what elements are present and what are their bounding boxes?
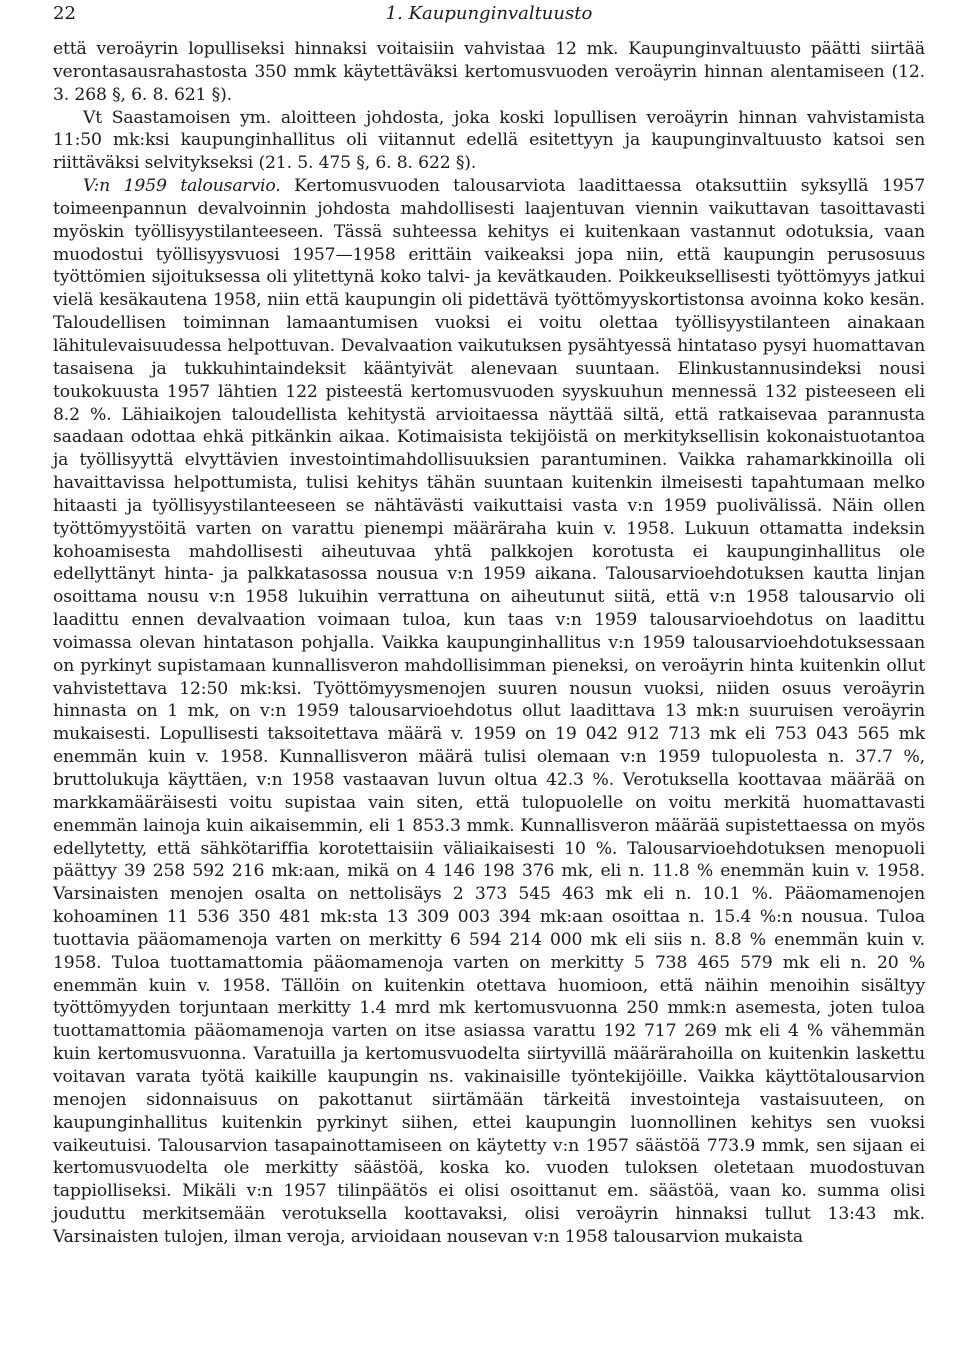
section-heading: V:n 1959 talousarvio. xyxy=(83,176,281,197)
paragraph-text: Vt Saastamoisen ym. aloitteen johdosta, joka koski lopullisen veroäyrin hinnan vahvistamista 11:50 mk:ksi kaupunginhallitus oli viitannut edellä esitettyyn ja kaupunginvaltuusto katsoi sen riittäväksi selvitykseksi (21. 5. 475 §, 6. 8. 622 §). xyxy=(53,107,925,174)
paragraph-2 xyxy=(53,107,925,176)
page-number: 22 xyxy=(53,3,76,24)
running-title: 1. Kaupunginvaltuusto xyxy=(385,3,593,24)
paragraph-3 xyxy=(53,175,925,1249)
paragraph-text: että veroäyrin lopulliseksi hinnaksi voitaisiin vahvistaa 12 mk. Kaupunginvaltuusto päätti siirtää verontasausrahastosta 350 mmk käytettäväksi kertomusvuoden veroäyrin hinnan alentamiseen (12. 3. 268 §, 6. 8. 621 §). xyxy=(53,39,925,105)
document-page xyxy=(53,0,925,1371)
running-head xyxy=(53,2,925,26)
paragraph-1 xyxy=(53,38,925,107)
paragraph-text: Kertomusvuoden talousarviota laadittaessa otaksuttiin syksyllä 1957 toimeenpannun devalvoinnin johdosta mahdollisesti laajentuvan viennin vaikuttavan tasoittavasti myöskin työllisyystilanteeseen. Tässä suhteessa kehitys ei kuitenkaan vastannut odotuksia, vaan muodostui työllisyysvuosi 1957—1958 erittäin vaikeaksi jopa niin, että kaupungin perusosuus työttömien sijoituksessa oli ylitettynä koko talvi- ja kevätkauden. Poikkeuksellisesti työttömyys jatkui vielä kesäkautena 1958, niin että kaupungin oli pidettävä työttömyyskortistonsa avoinna koko kesän. Taloudellisen toiminnan lamaantumisen vuoksi ei voitu olettaa työllisyystilanteen ainakaan lähitulevaisuudessa helpottuvan. Devalvaation vaikutuksen pysähtyessä hintataso pysyi huomattavan tasaisena ja tukkuhintaindeksit kääntyivät alenevaan suuntaan. Elinkustannusindeksi nousi toukokuusta 1957 lähtien 122 pisteestä kertomusvuoden syyskuuhun mennessä 132 pisteeseen eli 8.2 %. Lähiaikojen taloudellista kehitystä arvioitaessa näyttää siltä, että ratkaisevaa parannusta saadaan odottaa ehkä pitkänkin aikaa. Kotimaisista tekijöistä on merkityksellisin kokonaistuotantoa ja työllisyyttä elvyttävien investointimahdollisuuksien parantuminen. Vaikka rahamarkkinoilla oli havaittavissa helpottumista, tulisi kehitys tähän suuntaan kuitenkin ilmeisesti tapahtumaan melko hitaasti ja työllisyystilanteeseen se nähtävästi vaikuttaisi vasta v:n 1959 puolivälissä. Näin ollen työttömyystöitä varten on varattu pienempi määräraha kuin v. 1958. Lukuun ottamatta indeksin kohoamisesta mahdollisesti aiheutuvaa yhtä palkkojen korotusta ei kaupunginhallitus ole edellyttänyt hinta- ja palkkatasossa nousua v:n 1959 aikana. Talousarvioehdotuksen kautta linjan osoittama nousu v:n 1958 lukuihin verrattuna on aiheutunut siitä, että v:n 1958 talousarvio oli laadittu ennen devalvaation voimaan tuloa, kun taas v:n 1959 talousarvioehdotus on laadittu voimassa olevan hintatason pohjalla. Vaikka kaupunginhallitus v:n 1959 talousarvioehdotuksessaan on pyrkinyt supistamaan kunnallisveron mahdollisimman pieneksi, on veroäyrin hinta kuitenkin ollut vahvistettava 12:50 mk:ksi. Työttömyysmenojen suuren nousun vuoksi, niiden osuus veroäyrin hinnasta on 1 mk, on v:n 1959 talousarvioehdotus ollut laadittava 13 mk:n suuruisen veroäyrin mukaisesti. Lopullisesti taksoitettava määrä v. 1959 on 19 042 912 713 mk eli 753 043 565 mk enemmän kuin v. 1958. Kunnallisveron määrä tulisi olemaan v:n 1959 tulopuolesta n. 37.7 %, bruttolukuja käyttäen, v:n 1958 vastaavan luvun oltua 42.3 %. Verotuksella koottavaa määrää on markkamääräisesti voitu supistaa vain siten, että tulopuolelle on voitu merkitä huomattavasti enemmän lainoja kuin aikaisemmin, eli 1 853.3 mmk. Kunnallisveron määrää supistettaessa on myös edellytetty, että sähkötariffia korotettaisiin väliaikaisesti 10 %. Talousarvioehdotuksen menopuoli päättyy 39 258 592 216 mk:aan, mikä on 4 146 198 376 mk, eli n. 11.8 % enemmän kuin v. 1958. Varsinaisten menojen osalta on nettolisäys 2 373 545 463 mk eli n. 10.1 %. Pääomamenojen kohoaminen 11 536 350 481 mk:sta 13 309 003 394 mk:aan osoittaa n. 15.4 %:n nousua. Tuloa tuottavia pääomamenoja varten on merkitty 6 594 214 000 mk eli siis n. 8.8 % enemmän kuin v. 1958. Tuloa tuottamattomia pääomamenoja varten on merkitty 5 738 465 579 mk eli n. 20 % enemmän kuin v. 1958. Tällöin on kuitenkin otettava huomioon, että näihin menoihin sisältyy työttömyyden torjuntaan merkitty 1.4 mrd mk kertomusvuonna 250 mmk:n asemesta, joten tuloa tuottamattomia pääomamenoja varten on itse asiassa varattu 192 717 269 mk eli 4 % vähemmän kuin kertomusvuonna. Varatuilla ja kertomusvuodelta siirtyvillä määrärahoilla on kuitenkin laskettu voitavan varata työtä kaikille kaupungin ns. vakinaisille työntekijöille. Vaikka käyttötalousarvion menojen sidonnaisuus on pakottanut siirtämään tärkeitä investointeja vastaisuuteen, on kaupunginhallitus kuitenkin pyrkinyt siihen, ettei kaupungin luonnollinen kehitys sen vuoksi vaikeutuisi. Talousarvion tasapainottamiseen on käytetty v:n 1957 säästöä 773.9 mmk, sen sijaan ei kertomusvuodelta ole merkitty säästöä, koska ko. vuoden tuloksen oletetaan muodostuvan tappiolliseksi. Mikäli v:n 1957 tilinpäätös ei olisi osoittanut em. säästöä, vaan ko. summa olisi jouduttu merkitsemään verotuksella koottavaksi, olisi veroäyrin hinnaksi tullut 13:43 mk. Varsinaisten tulojen, ilman veroja, arvioidaan nousevan v:n 1958 talousarvion mukaista xyxy=(53,176,925,1247)
body-text xyxy=(53,38,925,1249)
